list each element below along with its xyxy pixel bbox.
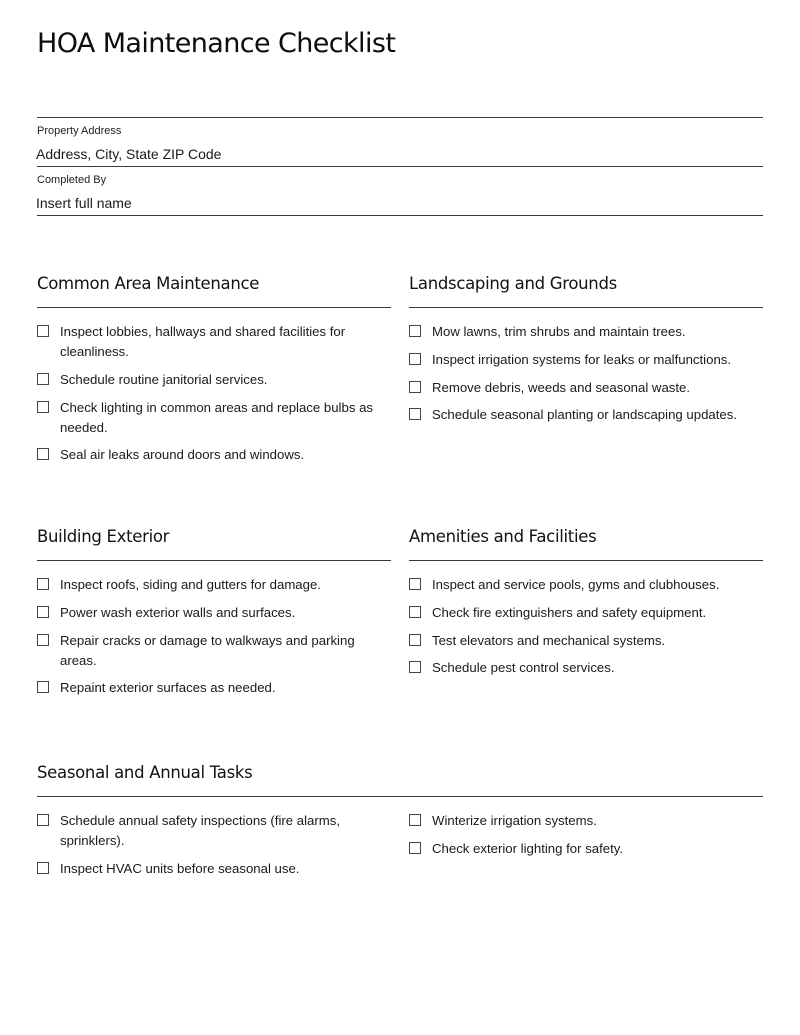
section-divider: [409, 307, 763, 308]
completed-by-value[interactable]: Insert full name: [36, 195, 132, 211]
checklist-item-label: Seal air leaks around doors and windows.: [60, 447, 305, 463]
completed-by-field[interactable]: [37, 167, 763, 216]
section-building-exterior: [37, 527, 391, 706]
checklist-item: [37, 603, 391, 623]
checklist-item: [409, 575, 763, 595]
checkbox[interactable]: [37, 373, 49, 385]
checklist-item-label: Check exterior lighting for safety.: [432, 840, 624, 856]
checklist: [409, 575, 763, 678]
checklist-item-label: Repair cracks or damage to walkways and parking areas.: [60, 632, 355, 668]
section-common-area-maintenance: [37, 274, 391, 473]
section-divider: [37, 796, 763, 797]
property-info-fields: [37, 117, 763, 216]
checkbox[interactable]: [409, 381, 421, 393]
checklist-item-label: Check fire extinguishers and safety equipment.: [432, 604, 707, 620]
checklist-item: [37, 445, 391, 465]
checklist-item-label: Inspect irrigation systems for leaks or malfunctions.: [432, 351, 732, 367]
checklist-item-label: Remove debris, weeds and seasonal waste.: [432, 379, 691, 395]
property-address-label: Property Address: [37, 125, 122, 137]
checkbox[interactable]: [37, 448, 49, 460]
checkbox[interactable]: [409, 842, 421, 854]
checklist-item-label: Mow lawns, trim shrubs and maintain trees.: [432, 324, 686, 339]
checklist-item: [37, 370, 391, 390]
checkbox[interactable]: [37, 814, 49, 826]
checkbox[interactable]: [37, 634, 49, 646]
checklist-item: [37, 811, 391, 851]
checklist: [37, 322, 391, 465]
page-title: HOA Maintenance Checklist: [37, 28, 396, 59]
checkbox[interactable]: [409, 325, 421, 337]
completed-by-label: Completed By: [37, 174, 107, 186]
checklist-item: [409, 603, 763, 623]
property-address-field[interactable]: [37, 118, 763, 167]
section-divider: [37, 560, 391, 561]
checklist-item: [37, 859, 391, 879]
section-title: Seasonal and Annual Tasks: [37, 763, 253, 782]
checklist: [37, 575, 391, 698]
checklist-item-label: Check lighting in common areas and replace bulbs as needed.: [60, 399, 374, 435]
checklist-item-label: Schedule routine janitorial services.: [60, 371, 268, 387]
checklist-item: [37, 322, 391, 362]
checklist-item: [409, 658, 763, 678]
checklist-item: [409, 839, 763, 859]
checkbox[interactable]: [37, 401, 49, 413]
checkbox[interactable]: [37, 606, 49, 618]
section-seasonal-and-annual-tasks: [37, 763, 763, 887]
section-title: Landscaping and Grounds: [409, 274, 617, 293]
checklist-item-label: Inspect and service pools, gyms and clubhouses.: [432, 577, 720, 592]
checklist: [37, 811, 391, 879]
property-address-value[interactable]: Address, City, State ZIP Code: [36, 146, 222, 162]
checkbox[interactable]: [409, 353, 421, 365]
checklist-item-label: Test elevators and mechanical systems.: [432, 632, 666, 648]
checklist-item-label: Schedule pest control services.: [432, 660, 615, 676]
checklist-item-label: Inspect roofs, siding and gutters for damage.: [60, 577, 321, 592]
section-title: Amenities and Facilities: [409, 527, 597, 546]
checklist: [409, 811, 763, 859]
checkbox[interactable]: [409, 634, 421, 646]
checklist-item-label: Winterize irrigation systems.: [432, 813, 597, 828]
checklist-item-label: Inspect HVAC units before seasonal use.: [60, 860, 300, 876]
checklist-item-label: Power wash exterior walls and surfaces.: [60, 604, 296, 620]
checkbox[interactable]: [37, 681, 49, 693]
section-divider: [409, 560, 763, 561]
section-amenities-and-facilities: [409, 527, 763, 686]
checklist-item-label: Inspect lobbies, hallways and shared facilities for cleanliness.: [60, 324, 346, 359]
checkbox[interactable]: [409, 814, 421, 826]
section-landscaping-and-grounds: [409, 274, 763, 433]
checklist-item-label: Schedule seasonal planting or landscaping updates.: [432, 407, 737, 423]
checklist-item: [409, 378, 763, 398]
checkbox[interactable]: [409, 408, 421, 420]
checklist-item: [409, 631, 763, 651]
checklist: [409, 322, 763, 425]
checkbox[interactable]: [37, 578, 49, 590]
checklist-item: [409, 350, 763, 370]
checkbox[interactable]: [409, 606, 421, 618]
checkbox[interactable]: [37, 862, 49, 874]
checklist-item: [37, 575, 391, 595]
checklist-item: [37, 678, 391, 698]
checklist-item: [409, 322, 763, 342]
checklist-item: [37, 631, 391, 671]
checklist-item-label: Schedule annual safety inspections (fire alarms, sprinklers).: [60, 813, 341, 848]
checkbox[interactable]: [409, 578, 421, 590]
checkbox[interactable]: [409, 661, 421, 673]
section-divider: [37, 307, 391, 308]
checklist-item: [37, 398, 391, 438]
checklist-item: [409, 811, 763, 831]
checklist-item-label: Repaint exterior surfaces as needed.: [60, 680, 276, 696]
checklist-item: [409, 405, 763, 425]
section-title: Building Exterior: [37, 527, 170, 546]
checkbox[interactable]: [37, 325, 49, 337]
section-title: Common Area Maintenance: [37, 274, 260, 293]
